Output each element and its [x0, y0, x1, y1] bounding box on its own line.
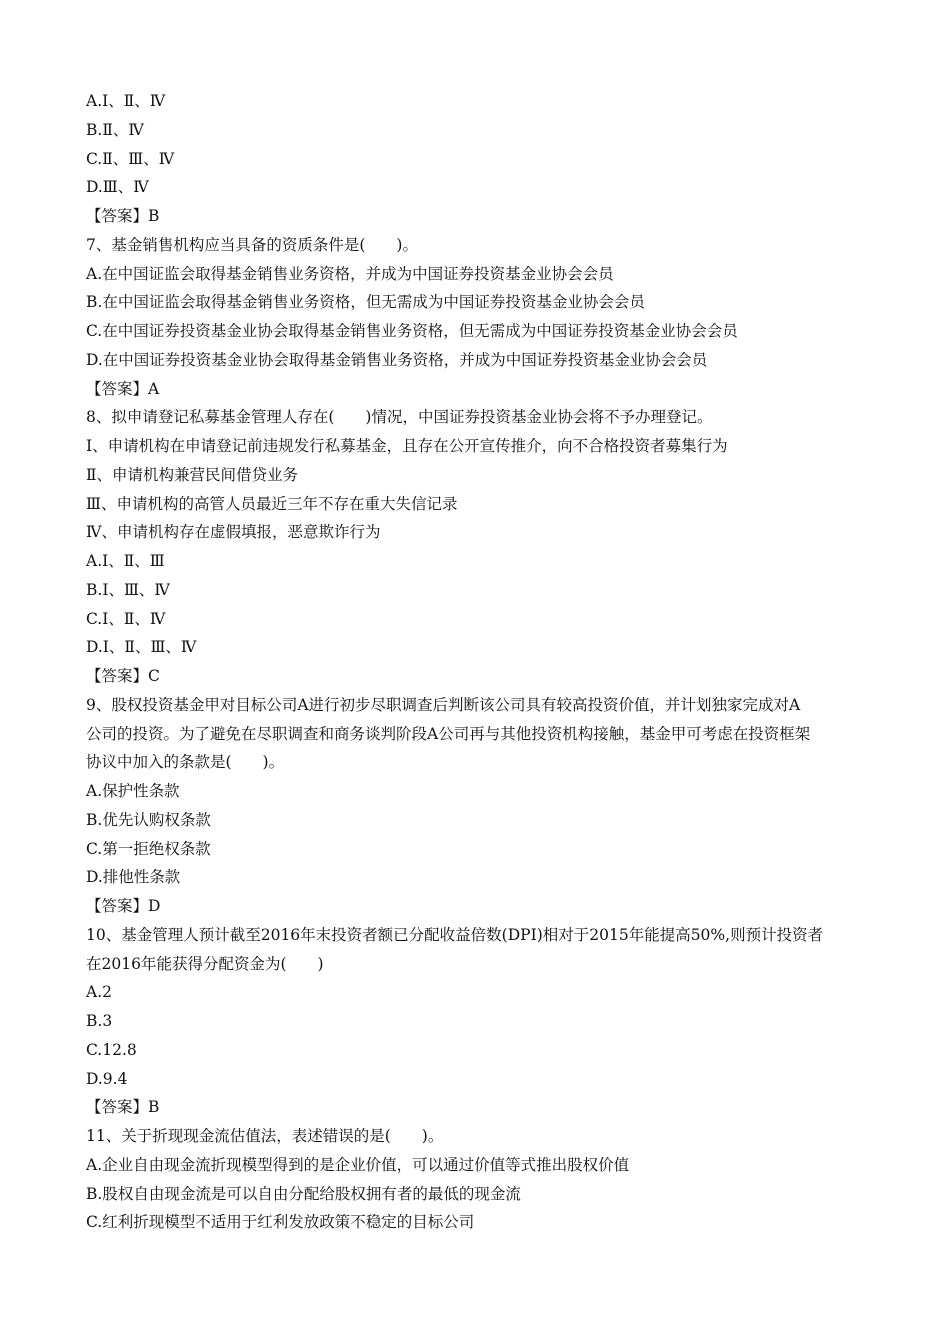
answer-option: D.9.4 [86, 1069, 128, 1088]
answer-option: B.3 [86, 1012, 113, 1030]
question-text: 7、基金销售机构应当具备的资质条件是( )。 [86, 235, 418, 254]
statement-item: Ⅰ、申请机构在申请登记前违规发行私募基金，且存在公开宣传推介，向不合格投资者募集行为 [86, 437, 728, 455]
answer-option: B.股权自由现金流是可以自由分配给股权拥有者的最低的现金流 [86, 1184, 521, 1203]
question-text: 9、股权投资基金甲对目标公司A进行初步尽职调查后判断该公司具有较高投资价值，并计划独家完成对A [86, 695, 801, 714]
answer-key: 【答案】B [86, 1098, 160, 1117]
answer-option: A.Ⅰ、Ⅱ、Ⅲ [86, 552, 165, 570]
question-text-continued: 在2016年能获得分配资金为( ) [86, 954, 324, 973]
answer-option: C.红利折现模型不适用于红利发放政策不稳定的目标公司 [86, 1213, 475, 1232]
question-text: 11、关于折现现金流估值法，表述错误的是( )。 [86, 1127, 444, 1145]
statement-item: Ⅲ、申请机构的高管人员最近三年不存在重大失信记录 [86, 494, 458, 513]
question-text: 8、拟申请登记私募基金管理人存在( )情况，中国证券投资基金业协会将不予办理登记。 [86, 408, 713, 427]
answer-option: C.Ⅱ、Ⅲ、Ⅳ [86, 149, 175, 168]
answer-option: C.12.8 [86, 1040, 137, 1059]
answer-option: D.Ⅲ、Ⅳ [86, 178, 149, 197]
answer-option: A.企业自由现金流折现模型得到的是企业价值，可以通过价值等式推出股权价值 [86, 1155, 630, 1174]
question-text-continued: 协议中加入的条款是( )。 [86, 753, 285, 772]
answer-option: B.Ⅰ、Ⅲ、Ⅳ [86, 580, 170, 599]
answer-option: A.在中国证监会取得基金销售业务资格，并成为中国证券投资基金业协会会员 [86, 264, 614, 283]
answer-option: A.Ⅰ、Ⅱ、Ⅳ [86, 92, 166, 110]
answer-option: A.保护性条款 [86, 782, 180, 800]
answer-option: C.第一拒绝权条款 [86, 839, 211, 858]
statement-item: Ⅱ、申请机构兼营民间借贷业务 [86, 465, 299, 484]
statement-item: Ⅳ、申请机构存在虚假填报，恶意欺诈行为 [86, 523, 381, 542]
answer-option: B.优先认购权条款 [86, 810, 211, 829]
answer-option: A.2 [86, 983, 112, 1002]
answer-option: C.Ⅰ、Ⅱ、Ⅳ [86, 609, 166, 628]
answer-option: D.Ⅰ、Ⅱ、Ⅲ、Ⅳ [86, 638, 197, 657]
answer-option: D.排他性条款 [86, 868, 181, 887]
answer-option: C.在中国证券投资基金业协会取得基金销售业务资格，但无需成为中国证券投资基金业协会会员 [86, 322, 738, 340]
answer-key: 【答案】C [86, 667, 160, 685]
document-body [86, 87, 870, 1237]
question-text: 10、基金管理人预计截至2016年末投资者额已分配收益倍数(DPI)相对于2015年能提高50%,则预计投资者 [86, 925, 824, 944]
answer-key: 【答案】D [86, 897, 161, 915]
answer-option: B.在中国证监会取得基金销售业务资格，但无需成为中国证券投资基金业协会会员 [86, 293, 645, 312]
answer-key: 【答案】A [86, 379, 160, 398]
answer-key: 【答案】B [86, 207, 160, 225]
question-text-continued: 公司的投资。为了避免在尽职调查和商务谈判阶段A公司再与其他投资机构接触，基金甲可考虑在投资框架 [86, 724, 811, 743]
answer-option: B.Ⅱ、Ⅳ [86, 120, 144, 139]
answer-option: D.在中国证券投资基金业协会取得基金销售业务资格，并成为中国证券投资基金业协会会员 [86, 350, 708, 369]
